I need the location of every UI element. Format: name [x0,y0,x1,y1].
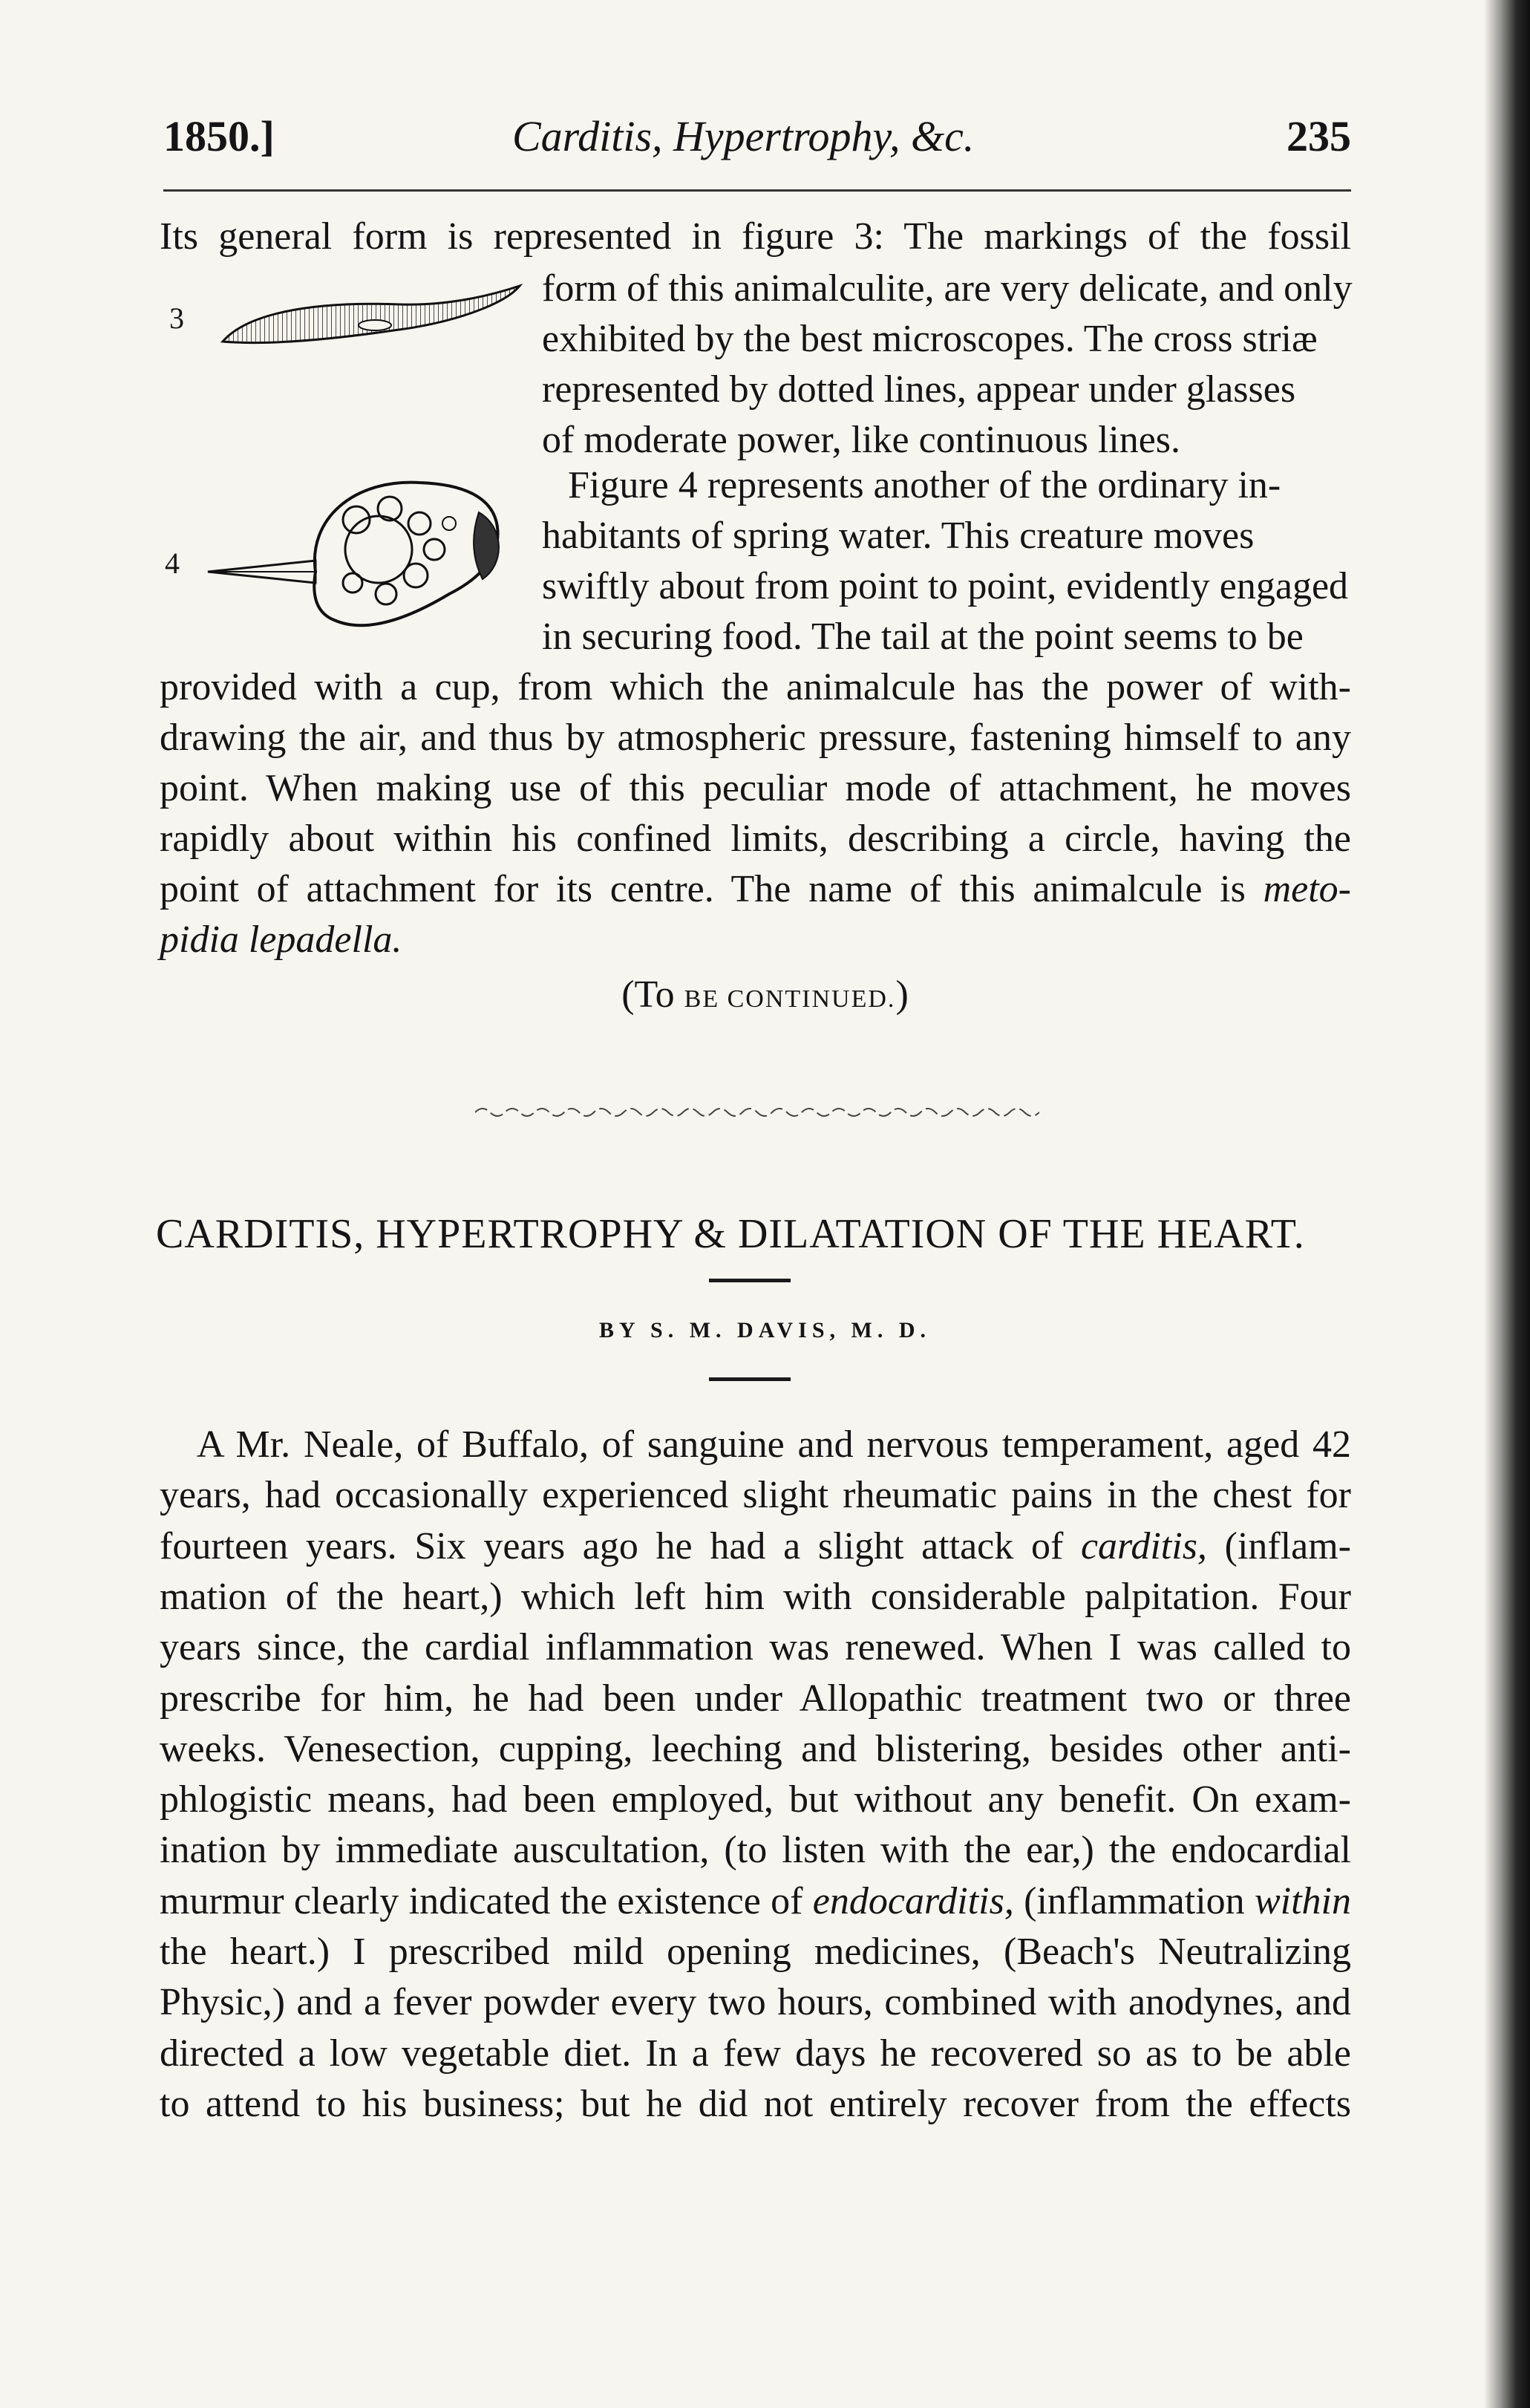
line-text: murmur clearly indicated the existence of [160,1879,813,1922]
figure-3-animalculite-illustration [215,275,527,356]
line-text: years, had occasionally experienced slight rheumatic pains in the chest for [160,1474,1351,1517]
line-text: phlogistic means, had been employed, but without any benefit. On exam- [160,1778,1351,1821]
continued-close: ) [895,973,909,1016]
paragraph-line [160,1572,1351,1622]
article-title: CARDITIS, HYPERTROPHY & DILATATION OF THE HEART. [156,1211,1305,1257]
header-year: 1850.] [163,112,275,160]
paragraph-line [160,1825,1351,1876]
byline-rule [709,1377,791,1381]
to-be-continued [0,973,1530,1017]
paragraph-line [160,1521,1351,1572]
paragraph-line: represented by dotted lines, appear under glasses [542,368,1296,411]
line-text: directed a low vegetable diet. In a few days he recovered so as to be able [160,2032,1351,2075]
title-rule [709,1279,791,1282]
paragraph-line [160,1977,1351,2028]
line-text: prescribe for him, he had been under Allopathic treatment two or three [160,1677,1351,1720]
running-header [163,111,1351,171]
figure-3-label: 3 [169,301,184,335]
emphasized-term: endocarditis, [812,1879,1014,1922]
emphasized-term: carditis, [1080,1524,1207,1567]
paragraph-line: in securing food. The tail at the point seems to be [542,616,1304,658]
line-text: mation of the heart,) which left him with considerable palpitation. Four [160,1575,1351,1618]
line-text: (inflam- [1206,1524,1351,1567]
page-number: 235 [1287,112,1351,160]
header-rule [163,189,1351,192]
species-name: pidia lepadella. [160,919,402,961]
line-text: to attend to his business; but he did not entirely recover from the effects [160,2082,1351,2125]
paragraph-line [160,2079,1351,2130]
paragraph-line: provided with a cup, from which the animalcule has the power of with- [160,666,1351,708]
paragraph-line [160,1724,1351,1775]
paragraph-line [197,1420,1351,1470]
species-name: meto- [1263,868,1351,910]
continued-open: (To [621,973,684,1016]
paragraph-line [160,1927,1351,1977]
section-separator-ornament [475,1099,1039,1121]
paragraph-line: drawing the air, and thus by atmospheric pressure, fastening himself to any [160,717,1351,759]
paragraph-line: point. When making use of this peculiar mode of attachment, he moves [160,767,1351,809]
paragraph-line [160,915,402,965]
paragraph-line [160,1622,1351,1673]
paragraph-line [160,1470,1351,1521]
paragraph-line: form of this animalculite, are very delicate, and only [542,267,1353,310]
paragraph-line: Its general form is represented in figure 3: The markings of the fossil [160,215,1351,258]
figure-4-metopidia-illustration [204,468,516,646]
line-text: weeks. Venesection, cupping, leeching and blistering, besides other anti- [160,1727,1351,1770]
line-text: years since, the cardial inflammation was renewed. When I was called to [160,1626,1351,1669]
line-text: Physic,) and a fever powder every two hours, combined with anodynes, and [160,1981,1351,2024]
line-text: ination by immediate auscultation, (to listen with the ear,) the endocardial [160,1829,1351,1872]
paragraph-line: habitants of spring water. This creature moves [542,515,1255,557]
paragraph-line [160,1775,1351,1825]
figure-4-label: 4 [165,546,180,580]
running-title: Carditis, Hypertrophy, &c. [512,112,975,160]
emphasized-term: within [1254,1879,1351,1922]
continued-smallcaps: BE CONTINUED. [684,985,896,1013]
paragraph-line: exhibited by the best microscopes. The cross striæ [542,318,1318,360]
paragraph-line: of moderate power, like continuous lines. [542,419,1181,461]
paragraph-line: swiftly about from point to point, evidently engaged [542,565,1349,607]
line-text: A Mr. Neale, of Buffalo, of sanguine and nervous temperament, aged 42 [197,1423,1351,1466]
paragraph-line [160,1674,1351,1724]
article-byline: BY S. M. DAVIS, M. D. [598,1318,932,1342]
line-text: (inflammation [1013,1879,1255,1922]
paragraph-line [160,864,1351,915]
line-text: the heart.) I prescribed mild opening medicines, (Beach's Neutralizing [160,1931,1351,1973]
line-text: fourteen years. Six years ago he had a slight attack of [160,1524,1081,1567]
page-binding-edge [1484,0,1530,2408]
paragraph-line: rapidly about within his confined limits, describing a circle, having the [160,818,1351,860]
paragraph-line [160,1876,1351,1927]
paragraph-line [160,2029,1351,2079]
line-text: point of attachment for its centre. The name of this animalcule is [160,868,1263,910]
paragraph-line: Figure 4 represents another of the ordinary in- [568,464,1281,506]
